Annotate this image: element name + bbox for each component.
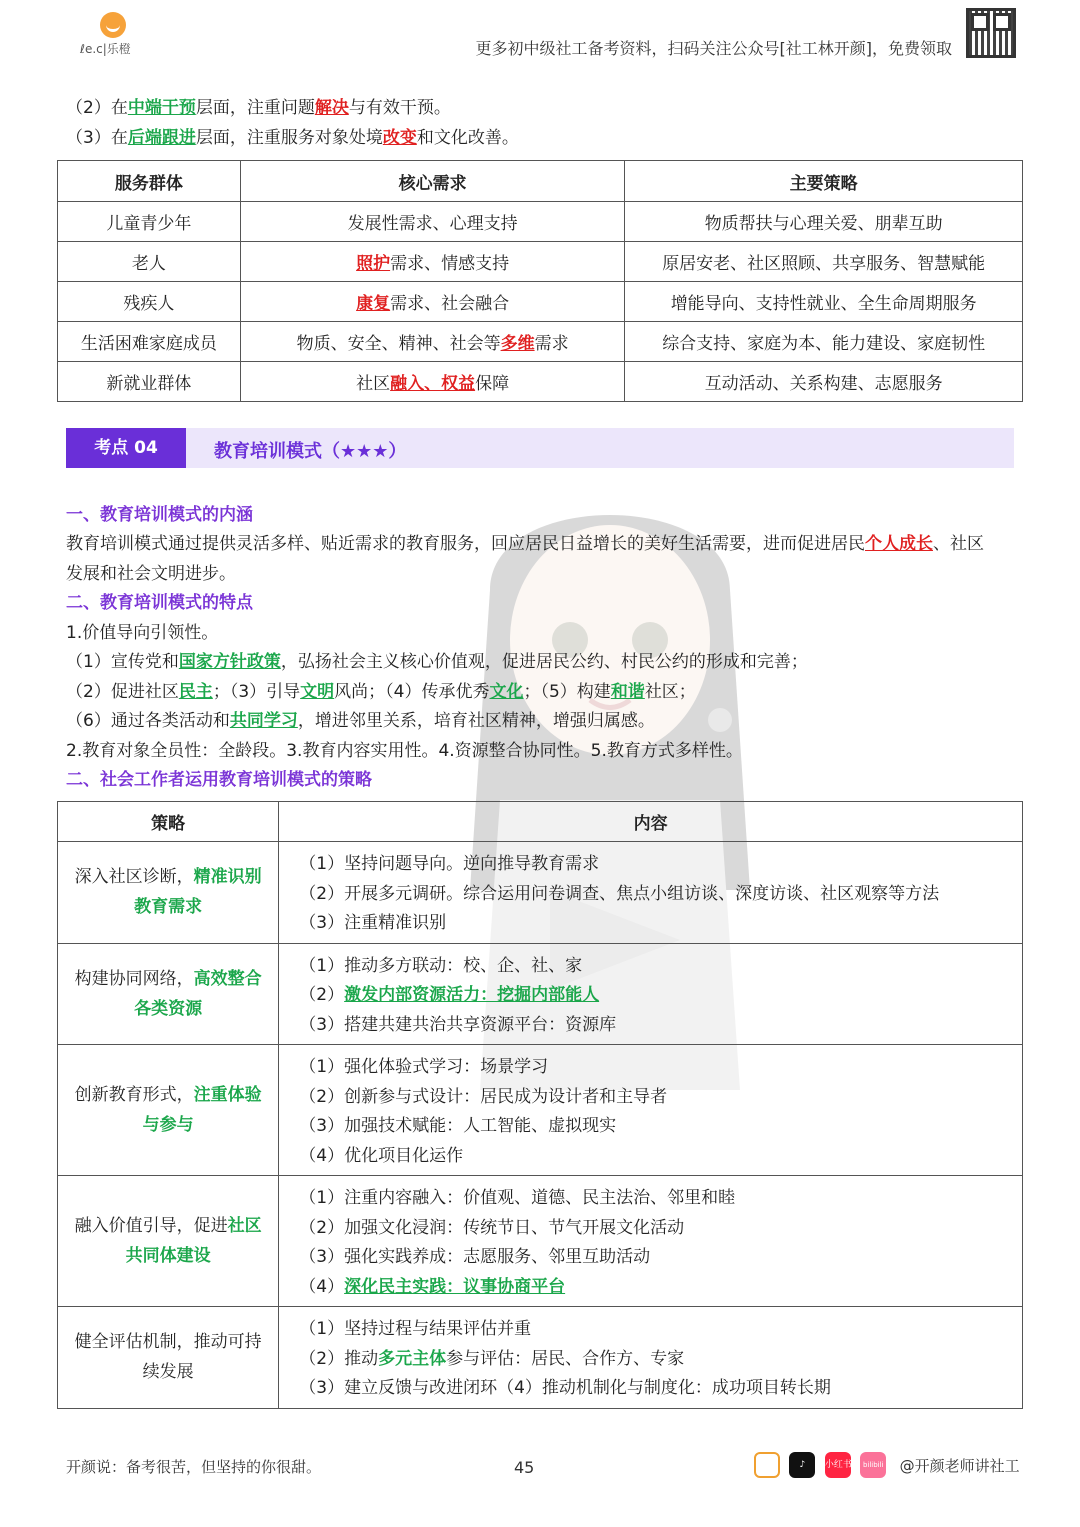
table-header-cell: 策略 (58, 802, 279, 842)
tiktok-icon: ♪ (789, 1452, 815, 1478)
footer-motto: 开颜说：备考很苦，但坚持的你很甜。 (66, 1458, 322, 1476)
section-tag: 考点 04 (66, 428, 186, 468)
table-row: 生活困难家庭成员 物质、安全、精神、社会等多维需求 综合支持、家庭为本、能力建设、家庭韧性 (58, 322, 1023, 362)
table-row: 儿童青少年 发展性需求、心理支持 物质帮扶与心理关爱、朋辈互助 (58, 202, 1023, 242)
table-header-cell: 核心需求 (240, 161, 625, 202)
page-number: 45 (514, 1458, 535, 1477)
table-row: 新就业群体 社区融入、权益保障 互动活动、关系构建、志愿服务 (58, 362, 1023, 402)
feature-1-item-6: （6）通过各类活动和共同学习，增进邻里关系，培育社区精神，增强归属感。 (66, 711, 655, 731)
section-header-bar (66, 428, 1014, 468)
table-row: 融入价值引导，促进社区共同体建设 （1）注重内容融入：价值观、道德、民主法治、邻里和睦 （2）加强文化浸润：传统节日、节气开展文化活动 （3）强化实践养成：志愿服务、邻里互助活动 （4）深化民主实践：议事协商平台 (58, 1176, 1023, 1307)
text-line-midend: （2）在中端干预层面，注重问题解决与有效干预。 (66, 98, 451, 118)
feature-1-item-1: （1）宣传党和国家方针政策，弘扬社会主义核心价值观，促进居民公约、村民公约的形成和完善； (66, 652, 808, 672)
table-header-row (58, 802, 1023, 842)
feature-1-title: 1.价值导向引领性。 (66, 623, 219, 643)
qr-code-icon (966, 8, 1016, 58)
strategies-table (57, 801, 1023, 1409)
features-2-5: 2.教育对象全员性：全龄段。3.教育内容实用性。4.资源整合协同性。5.教育方式多样性。 (66, 741, 743, 761)
header-promo-text: 更多初中级社工备考资料，扫码关注公众号[社工林开颜]，免费领取 (475, 39, 952, 58)
page-header (0, 0, 1080, 66)
text-line-backend: （3）在后端跟进层面，注重服务对象处境改变和文化改善。 (66, 128, 519, 148)
feature-1-items-2-5: （2）促进社区民主；（3）引导文明风尚；（4）传承优秀文化；（5）构建和谐社区； (66, 682, 696, 702)
footer-social (754, 1452, 1020, 1482)
table-row: 残疾人 康复需求、社会融合 增能导向、支持性就业、全生命周期服务 (58, 282, 1023, 322)
service-groups-table (57, 160, 1023, 402)
paragraph-connotation-line2: 发展和社会文明进步。 (66, 564, 236, 584)
table-row: 老人 照护需求、情感支持 原居安老、社区照顾、共享服务、智慧赋能 (58, 242, 1023, 282)
heading-features: 二、教育培训模式的特点 (66, 593, 253, 613)
paragraph-connotation-line1: 教育培训模式通过提供灵活多样、贴近需求的教育服务，回应居民日益增长的美好生活需要，进而促进居民个人成长、社区 (66, 534, 984, 554)
table-header-cell: 主要策略 (625, 161, 1023, 202)
section-title: 教育培训模式（★★★） (214, 441, 407, 462)
xiaohongshu-icon: 小红书 (825, 1452, 851, 1478)
table-row: 构建协同网络，高效整合各类资源 （1）推动多方联动：校、企、社、家 （2）激发内部资源活力：挖掘内部能人 （3）搭建共建共治共享资源平台：资源库 (58, 943, 1023, 1045)
smile-logo-icon (100, 12, 126, 38)
heading-connotation: 一、教育培训模式的内涵 (66, 505, 253, 525)
brand-logo: ℓe.c|乐橙 (80, 12, 150, 58)
heading-strategies: 二、社会工作者运用教育培训模式的策略 (66, 770, 372, 790)
table-row: 健全评估机制，推动可持续发展 （1）坚持过程与结果评估并重 （2）推动多元主体参与评估：居民、合作方、专家 （3）建立反馈与改进闭环（4）推动机制化与制度化：成功项目转长期 (58, 1307, 1023, 1409)
table-header-cell: 服务群体 (58, 161, 241, 202)
table-header-row (58, 161, 1023, 202)
table-header-cell: 内容 (279, 802, 1023, 842)
table-row: 创新教育形式，注重体验与参与 （1）强化体验式学习：场景学习 （2）创新参与式设计：居民成为设计者和主导者 （3）加强技术赋能：人工智能、虚拟现实 （4）优化项目化运作 (58, 1045, 1023, 1176)
bilibili-icon: bilibili (860, 1452, 886, 1478)
butterfly-icon (754, 1452, 780, 1478)
table-row: 深入社区诊断，精准识别教育需求 （1）坚持问题导向。逆向推导教育需求 （2）开展多元调研。综合运用问卷调查、焦点小组访谈、深度访谈、社区观察等方法 （3）注重精准识别 (58, 842, 1023, 944)
footer-handle: @开颜老师讲社工 (899, 1456, 1020, 1475)
